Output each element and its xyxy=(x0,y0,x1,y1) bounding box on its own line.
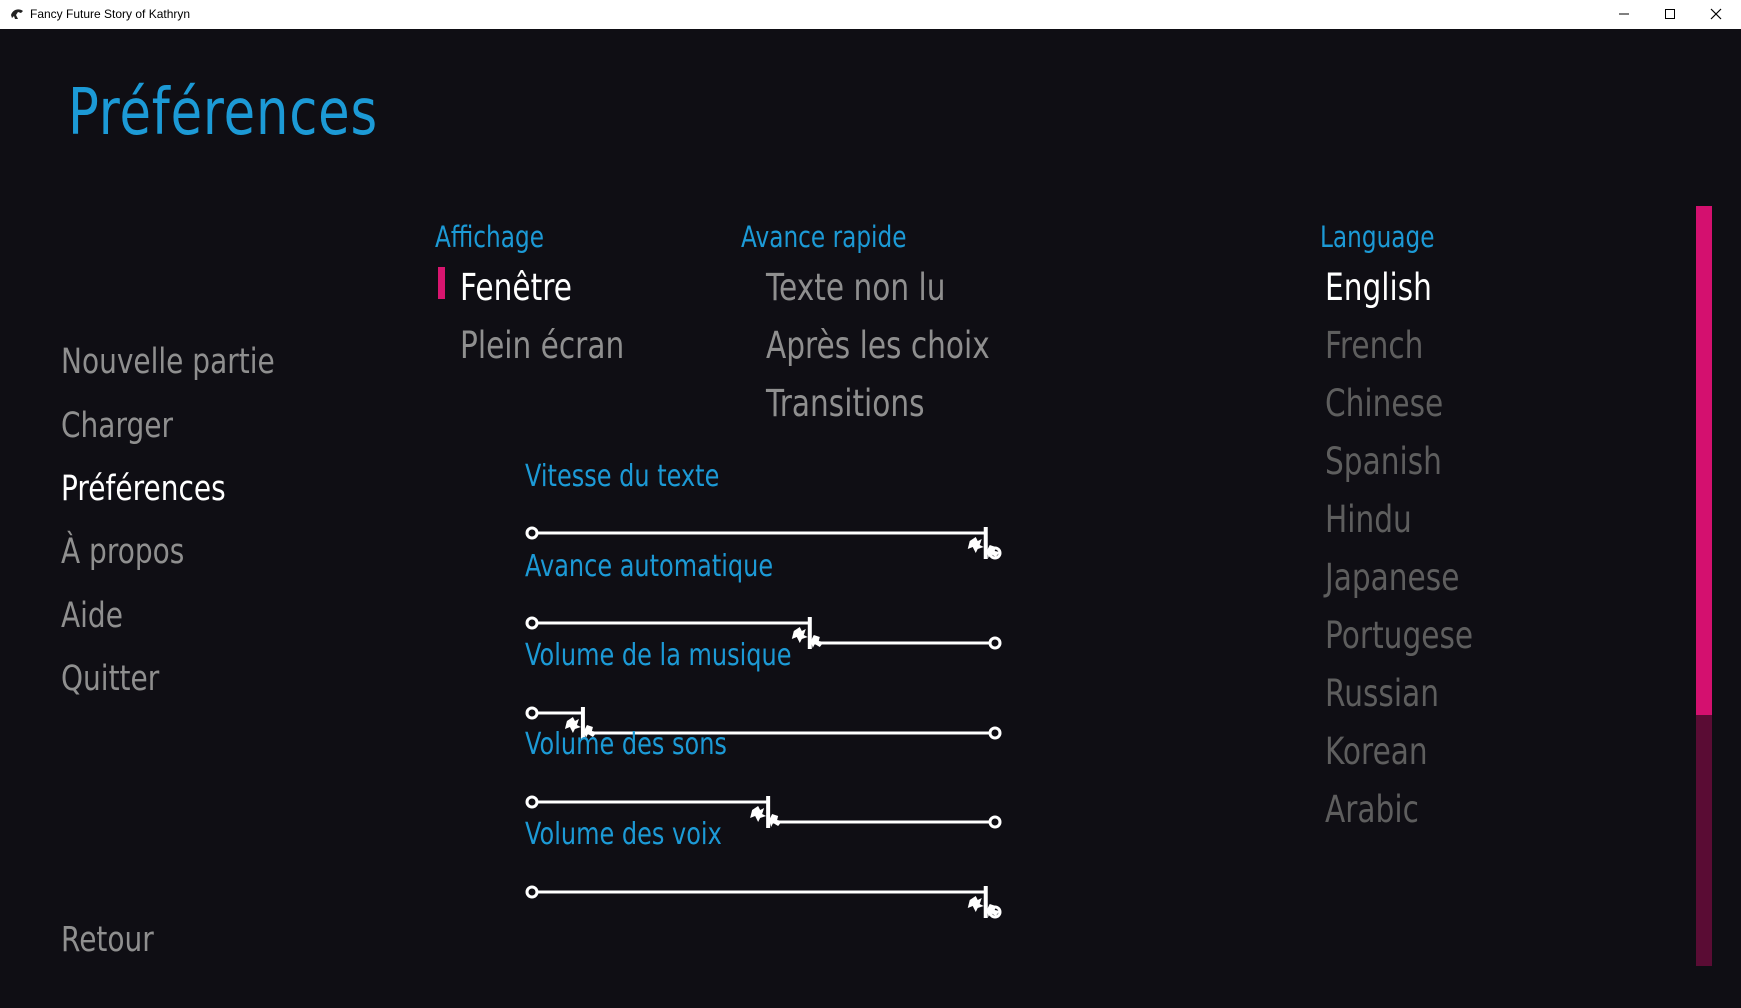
window-title: Fancy Future Story of Kathryn xyxy=(30,7,191,21)
language-option-japanese[interactable]: Japanese xyxy=(1325,556,1460,599)
close-icon xyxy=(1710,8,1722,20)
language-label: Language xyxy=(1320,220,1435,254)
minimize-button[interactable] xyxy=(1601,0,1647,29)
voice-volume-slider[interactable] xyxy=(520,872,1005,932)
language-option-spanish[interactable]: Spanish xyxy=(1325,440,1442,483)
maximize-icon xyxy=(1664,8,1676,20)
game-screen xyxy=(0,29,1741,1008)
close-button[interactable] xyxy=(1693,0,1739,29)
slider-label-sound-volume: Volume des sons xyxy=(525,727,727,762)
window-titlebar xyxy=(0,0,1741,29)
language-option-arabic[interactable]: Arabic xyxy=(1325,788,1419,831)
nav-load[interactable]: Charger xyxy=(61,406,173,446)
minimize-icon xyxy=(1618,8,1630,20)
language-option-portugese[interactable]: Portugese xyxy=(1325,614,1474,657)
display-option-window[interactable]: Fenêtre xyxy=(460,266,572,309)
slider-start-cap xyxy=(527,797,537,807)
slider-label-auto-forward: Avance automatique xyxy=(525,549,774,584)
slider-label-voice-volume: Volume des voix xyxy=(525,817,722,852)
slider-end-cap xyxy=(990,638,1000,648)
nav-back[interactable]: Retour xyxy=(61,920,154,960)
slider-graphic xyxy=(520,872,1005,932)
page-title: Préférences xyxy=(68,76,378,150)
slider-end-cap xyxy=(990,817,1000,827)
language-option-english[interactable]: English xyxy=(1325,266,1432,309)
skip-label: Avance rapide xyxy=(741,220,907,254)
selected-marker xyxy=(438,267,445,299)
nav-about[interactable]: À propos xyxy=(61,532,185,572)
slider-label-music-volume: Volume de la musique xyxy=(525,638,792,673)
maximize-button[interactable] xyxy=(1647,0,1693,29)
language-option-french[interactable]: French xyxy=(1325,324,1424,367)
scrollbar-thumb[interactable] xyxy=(1696,206,1712,715)
slider-start-cap xyxy=(527,528,537,538)
skip-option-unseen[interactable]: Texte non lu xyxy=(766,266,946,309)
display-option-fullscreen[interactable]: Plein écran xyxy=(460,324,625,367)
slider-start-cap xyxy=(527,618,537,628)
nav-new-game[interactable]: Nouvelle partie xyxy=(61,342,275,382)
slider-end-cap xyxy=(990,728,1000,738)
skip-option-after-choices[interactable]: Après les choix xyxy=(766,324,990,367)
nav-help[interactable]: Aide xyxy=(61,596,123,636)
language-scrollbar[interactable] xyxy=(1696,206,1712,966)
slider-label-text-speed: Vitesse du texte xyxy=(525,459,720,494)
app-icon xyxy=(9,6,25,22)
language-option-hindu[interactable]: Hindu xyxy=(1325,498,1412,541)
language-option-russian[interactable]: Russian xyxy=(1325,672,1439,715)
nav-preferences[interactable]: Préférences xyxy=(61,469,226,509)
nav-quit[interactable]: Quitter xyxy=(61,659,160,699)
display-label: Affichage xyxy=(435,220,544,254)
language-option-chinese[interactable]: Chinese xyxy=(1325,382,1444,425)
slider-start-cap xyxy=(527,708,537,718)
skip-option-transitions[interactable]: Transitions xyxy=(766,382,925,425)
slider-start-cap xyxy=(527,887,537,897)
language-option-korean[interactable]: Korean xyxy=(1325,730,1428,773)
